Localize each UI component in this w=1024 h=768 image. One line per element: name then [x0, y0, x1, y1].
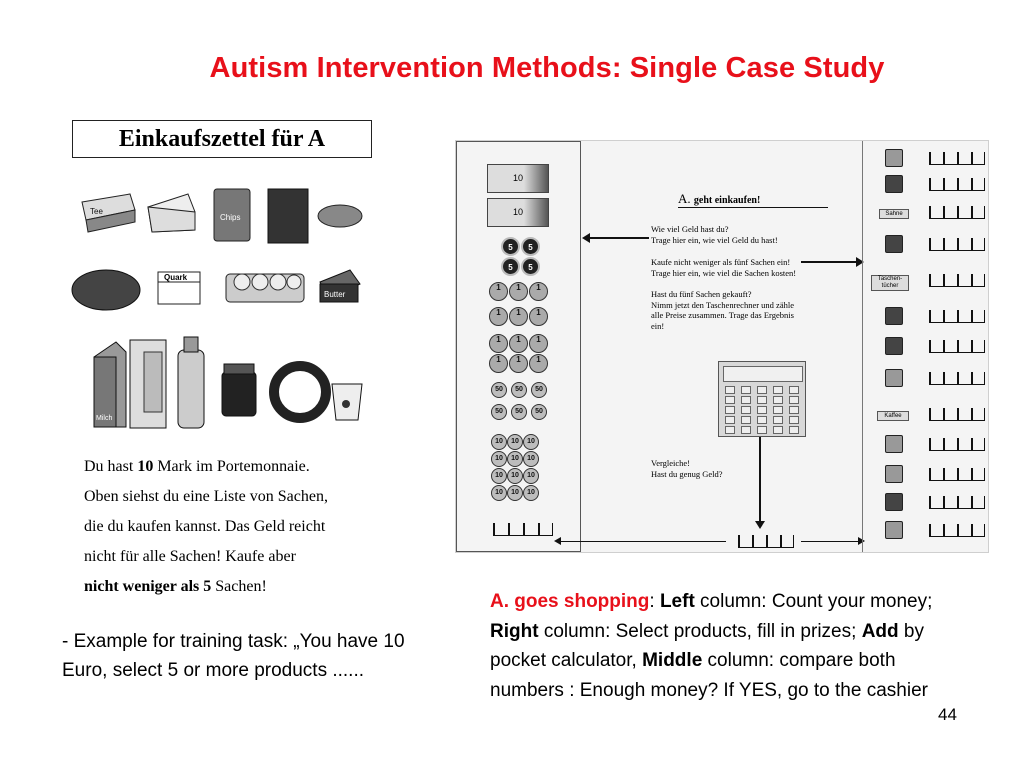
calculator-key: [725, 416, 735, 424]
bag-icon: [268, 189, 308, 243]
arrow-right: [801, 261, 859, 263]
sausage-ring-icon: [274, 366, 326, 418]
arrow-left: [584, 237, 649, 239]
worksheet-heading: A. geht einkaufen!: [678, 191, 761, 206]
coin-50: 50: [491, 404, 507, 420]
product-icon: [885, 465, 903, 483]
coin-10: 10: [523, 468, 539, 484]
cereal-box-icon: [130, 340, 166, 428]
yogurt-icon: [332, 384, 362, 420]
calculator-key: [773, 396, 783, 404]
slide-title: Autism Intervention Methods: Single Case Study: [209, 52, 885, 84]
jam-jar-icon: [222, 364, 256, 416]
coin-10: 10: [491, 468, 507, 484]
product-icon: [885, 235, 903, 253]
price-entry-box: [929, 523, 985, 537]
coin-1: 1: [489, 307, 508, 326]
coin-1: 1: [509, 334, 528, 353]
calculator-key: [757, 396, 767, 404]
price-entry-box: [929, 437, 985, 451]
products-column: [862, 141, 988, 552]
calculator-key: [741, 426, 751, 434]
milk-carton-icon: [94, 342, 126, 427]
sausage-icon: [318, 205, 362, 227]
coin-10: 10: [507, 485, 523, 501]
calculator-key: [741, 416, 751, 424]
coin-1: 1: [489, 334, 508, 353]
calculator-key: [757, 416, 767, 424]
coin-1: 1: [489, 282, 508, 301]
coin-1: 1: [509, 282, 528, 301]
compare-line-right: [801, 541, 861, 542]
instructions-calculator: Hast du fünf Sachen gekauft? Nimm jetzt den Taschenrechner und zähle alle Preise zusammen. Trage das Ergebnis ein!: [651, 289, 794, 331]
coin-5: 5: [521, 257, 540, 276]
coin-5: 5: [501, 257, 520, 276]
label-taschentuecher: Taschen- tücher: [871, 275, 909, 291]
caption-left: - Example for training task: „You have 10 Euro, select 5 or more products ......: [62, 631, 405, 681]
coin-10: 10: [523, 451, 539, 467]
page-number: 44: [938, 705, 957, 724]
calculator-key: [789, 426, 799, 434]
product-icon: [885, 521, 903, 539]
price-entry-box: [929, 309, 985, 323]
eggs-icon: [226, 274, 304, 302]
calculator-key: [773, 426, 783, 434]
shopping-list-header: Einkaufszettel für A: [72, 120, 372, 158]
price-entry-box: [929, 205, 985, 219]
quark-basket-icon: [158, 272, 200, 304]
calculator-key: [789, 406, 799, 414]
price-entry-box: [929, 237, 985, 251]
banknote-10: 10: [487, 164, 549, 193]
instructions-buy: Kaufe nicht weniger als fünf Sachen ein! Trage hier ein, wie viel die Sachen kosten!: [651, 257, 797, 278]
coin-10: 10: [523, 485, 539, 501]
coin-1: 1: [529, 282, 548, 301]
calculator-key: [789, 396, 799, 404]
calculator-key: [773, 416, 783, 424]
juice-bottle-icon: [178, 337, 204, 428]
coin-5: 5: [521, 237, 540, 256]
price-entry-box: [929, 177, 985, 191]
instructions-compare: Vergleiche! Hast du genug Geld?: [651, 458, 723, 479]
calculator-key: [789, 416, 799, 424]
calculator-key: [741, 386, 751, 394]
price-entry-box: [929, 467, 985, 481]
calc-total-box: [738, 534, 794, 548]
price-entry-box: [929, 371, 985, 385]
coin-50: 50: [531, 404, 547, 420]
shopping-list-image: [60, 112, 385, 600]
product-icon: [885, 493, 903, 511]
calculator-key: [725, 426, 735, 434]
calculator-key: [757, 406, 767, 414]
money-total-box: [493, 522, 553, 536]
calculator-key: [725, 396, 735, 404]
cheese-icon: [148, 194, 195, 232]
shopping-list-text: Du hast 10 Mark im Portemonnaie. Oben siehst du eine Liste von Sachen, die du kaufen kannst. Das Geld reicht nicht für alle Sachen! Kaufe aber nicht weniger als 5 Sachen!: [84, 458, 328, 595]
coin-1: 1: [529, 334, 548, 353]
calculator-key: [725, 386, 735, 394]
banknote-10: 10: [487, 198, 549, 227]
coin-10: 10: [507, 451, 523, 467]
coin-50: 50: [511, 382, 527, 398]
svg-text:Milch: Milch: [96, 415, 113, 422]
calculator-key: [757, 426, 767, 434]
caption-right: A. goes shopping: Left column: Count your money; Right column: Select products, fill in prizes; Add by pocket calculator, Middle column: compare both numbers : Enough money? If YES, go to the cashier: [490, 591, 933, 701]
arrowhead-down: [755, 521, 765, 529]
coin-1: 1: [489, 354, 508, 373]
coin-10: 10: [507, 434, 523, 450]
coin-1: 1: [509, 307, 528, 326]
product-illustrations: [60, 172, 385, 452]
price-entry-box: [929, 339, 985, 353]
coin-1: 1: [529, 354, 548, 373]
coin-10: 10: [491, 485, 507, 501]
calculator-icon: [718, 361, 806, 437]
calculator-key: [741, 396, 751, 404]
coin-10: 10: [523, 434, 539, 450]
butter-icon: [320, 270, 360, 302]
arrow-down: [759, 437, 761, 522]
coin-10: 10: [491, 451, 507, 467]
product-icon: [885, 175, 903, 193]
label-kaffee: Kaffee: [877, 411, 909, 421]
product-icon: [885, 307, 903, 325]
worksheet-image: [455, 140, 989, 553]
calculator-key: [773, 386, 783, 394]
calculator-key: [725, 406, 735, 414]
svg-text:Butter: Butter: [324, 290, 346, 299]
coin-50: 50: [511, 404, 527, 420]
product-icon: [885, 435, 903, 453]
coin-10: 10: [507, 468, 523, 484]
calculator-key: [789, 386, 799, 394]
coin-50: 50: [491, 382, 507, 398]
price-entry-box: [929, 407, 985, 421]
compare-line-left: [556, 541, 726, 542]
bread-icon: [72, 270, 140, 310]
coin-1: 1: [529, 307, 548, 326]
coin-50: 50: [531, 382, 547, 398]
coin-10: 10: [491, 434, 507, 450]
svg-text:Quark: Quark: [164, 273, 188, 282]
product-icon: [885, 149, 903, 167]
label-sahne: Sahne: [879, 209, 909, 219]
arrowhead-left: [582, 233, 590, 243]
money-column: [456, 141, 581, 552]
coin-5: 5: [501, 237, 520, 256]
coin-1: 1: [509, 354, 528, 373]
calculator-key: [773, 406, 783, 414]
svg-text:Chips: Chips: [220, 213, 241, 222]
product-icon: [885, 337, 903, 355]
tea-box-icon: [82, 194, 135, 232]
price-entry-box: [929, 495, 985, 509]
instructions-money: Wie viel Geld hast du? Trage hier ein, wie viel Geld du hast!: [651, 224, 778, 245]
chips-bag-icon: [214, 189, 250, 241]
calculator-key: [741, 406, 751, 414]
calculator-key: [757, 386, 767, 394]
product-icon: [885, 369, 903, 387]
price-entry-box: [929, 273, 985, 287]
price-entry-box: [929, 151, 985, 165]
svg-text:Tee: Tee: [90, 207, 103, 216]
